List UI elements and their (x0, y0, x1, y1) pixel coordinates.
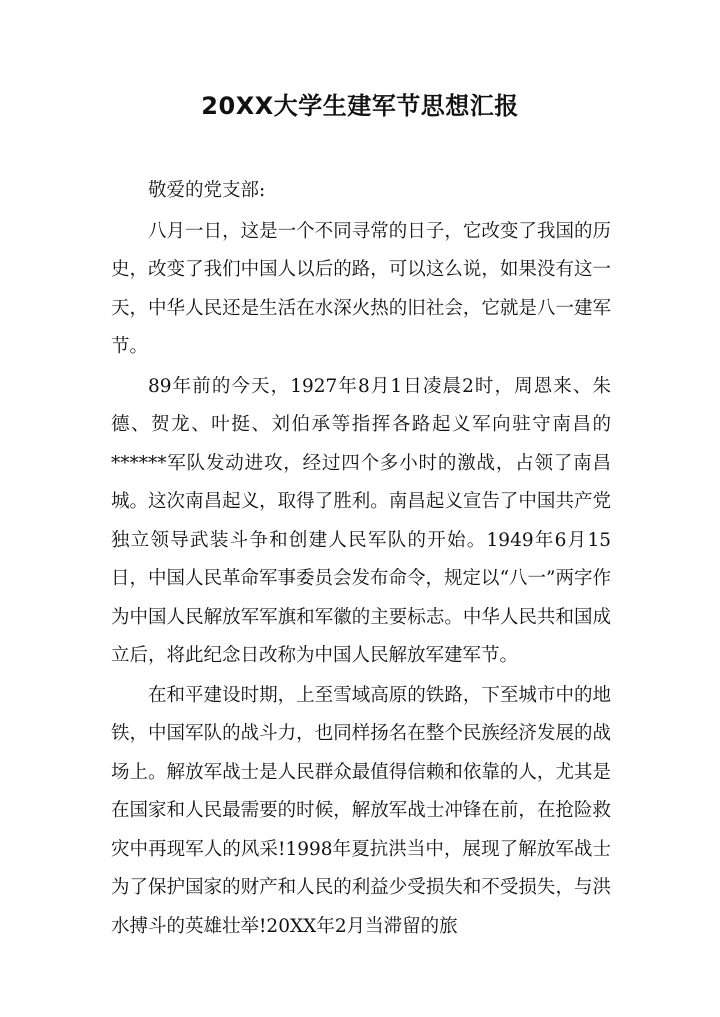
paragraph-1: 八月一日，这是一个不同寻常的日子，它改变了我国的历史，改变了我们中国人以后的路，可以这么说，如果没有这一天，中华人民还是生活在水深火热的旧社会，它就是八一建军节。 (111, 220, 611, 357)
document-body (111, 172, 611, 947)
salutation: 敬爱的党支部: (148, 180, 266, 201)
paragraph-3: 在和平建设时期，上至雪域高原的铁路，下至城市中的地铁，中国军队的战斗力，也同样扬名在整个民族经济发展的战场上。解放军战士是人民群众最值得信赖和依靠的人，尤其是在国家和人民最需要的时候，解放军战士冲锋在前，在抢险救灾中再现军人的风采!1998年夏抗洪当中，展现了解放军战士为了保护国家的财产和人民的利益少受损失和不受损失，与洪水搏斗的英雄壮举!20XX年2月当滞留的旅 (111, 684, 611, 937)
document-title: 20XX大学生建军节思想汇报 (201, 92, 519, 120)
paragraph-2: 89年前的今天，1927年8月1日凌晨2时，周恩来、朱德、贺龙、叶挺、刘伯承等指挥各路起义军向驻守南昌的******军队发动进攻，经过四个多小时的激战，占领了南昌城。这次南昌起义，取得了胜利。南昌起义宣告了中国共产党独立领导武装斗争和创建人民军队的开始。1949年6月15日，中国人民革命军事委员会发布命令，规定以“八一”两字作为中国人民解放军军旗和军徽的主要标志。中华人民共和国成立后，将此纪念日改称为中国人民解放军建军节。 (111, 375, 611, 666)
